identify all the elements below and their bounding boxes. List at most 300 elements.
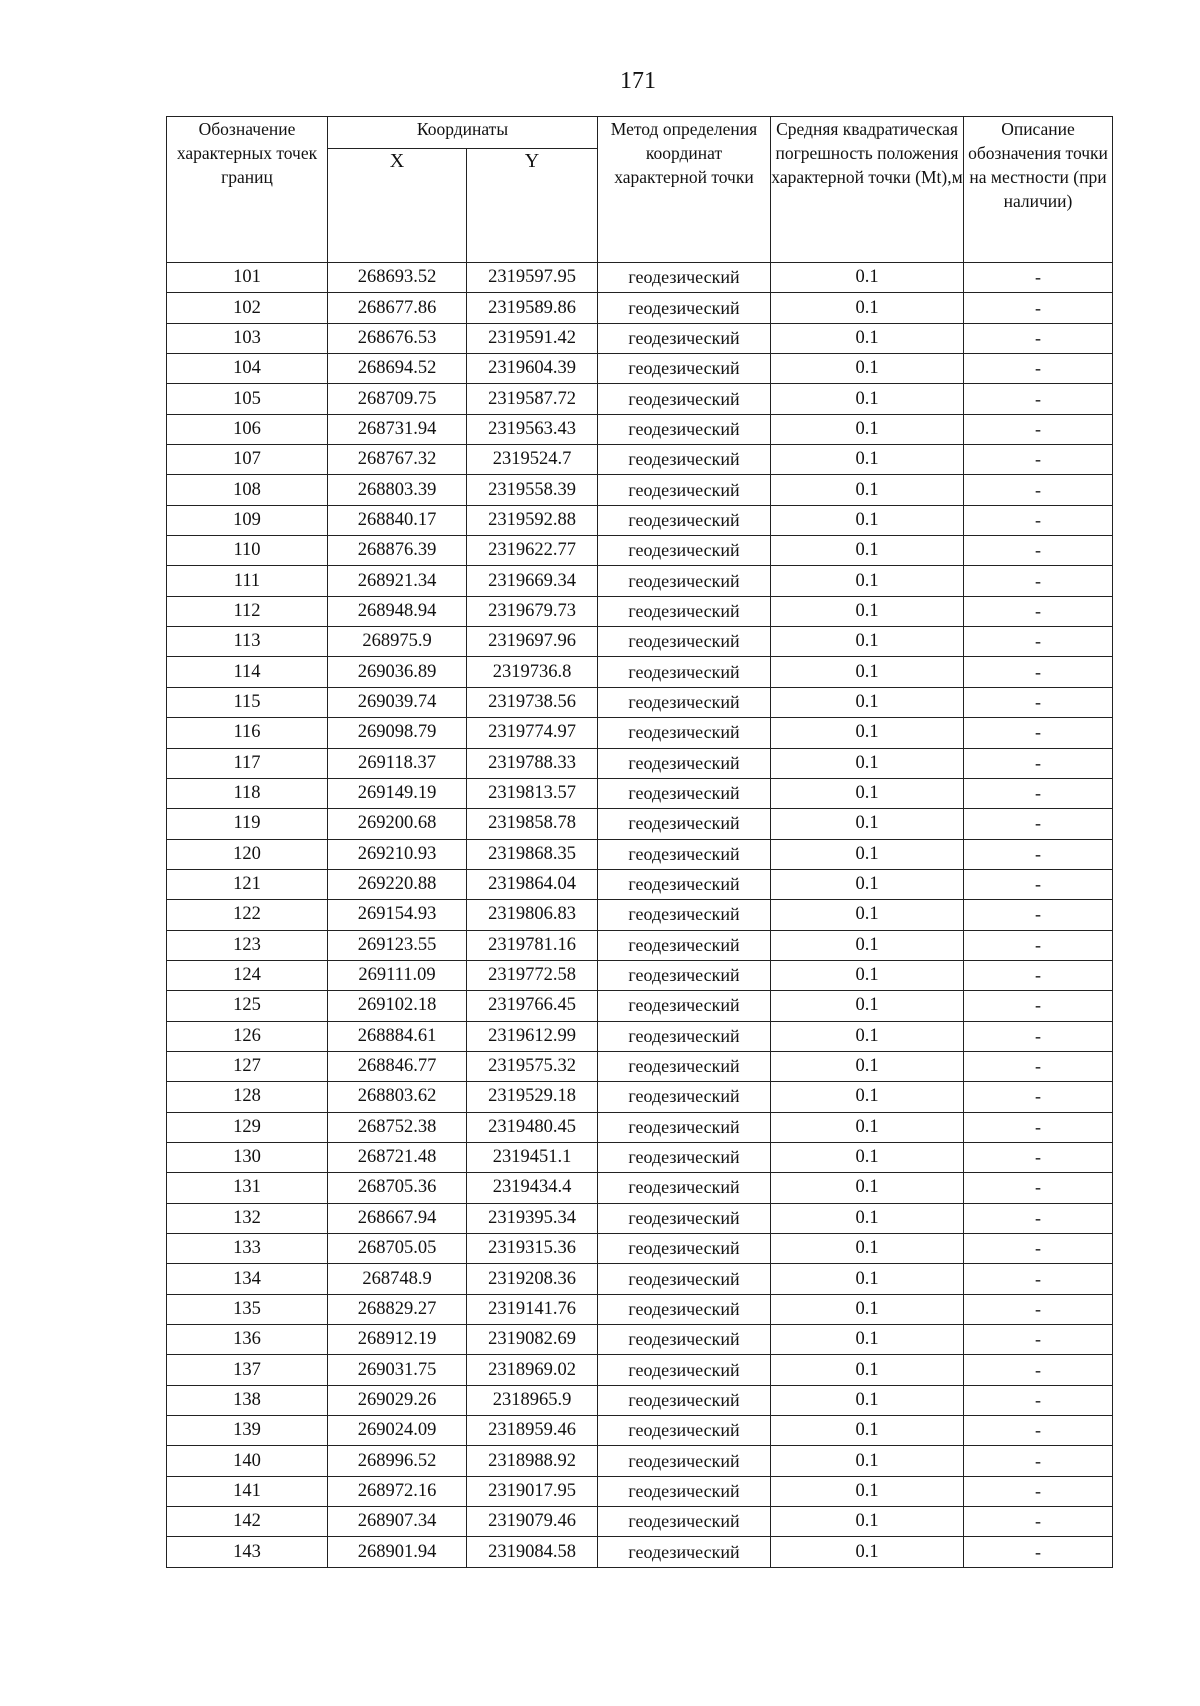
point-id-cell: 108 — [167, 475, 328, 505]
accuracy-cell: 0.1 — [771, 1051, 964, 1081]
description-cell: - — [964, 748, 1113, 778]
accuracy-cell: 0.1 — [771, 1325, 964, 1355]
table-row — [167, 1537, 1113, 1567]
method-cell: геодезический — [598, 1446, 771, 1476]
description-cell: - — [964, 657, 1113, 687]
x-coordinate-cell: 268921.34 — [328, 566, 467, 596]
x-coordinate-cell: 269210.93 — [328, 839, 467, 869]
description-cell: - — [964, 1325, 1113, 1355]
description-cell: - — [964, 1021, 1113, 1051]
point-id-cell: 129 — [167, 1112, 328, 1142]
x-coordinate-cell: 269111.09 — [328, 960, 467, 990]
x-coordinate-cell: 268667.94 — [328, 1203, 467, 1233]
point-id-cell: 127 — [167, 1051, 328, 1081]
accuracy-cell: 0.1 — [771, 414, 964, 444]
y-coordinate-cell: 2319079.46 — [467, 1507, 598, 1537]
accuracy-cell: 0.1 — [771, 354, 964, 384]
point-id-cell: 138 — [167, 1385, 328, 1415]
description-cell: - — [964, 596, 1113, 626]
method-cell: геодезический — [598, 718, 771, 748]
header-method: Метод определения координат характерной точки — [598, 117, 771, 263]
table-row — [167, 900, 1113, 930]
x-coordinate-cell: 268767.32 — [328, 445, 467, 475]
method-cell: геодезический — [598, 1234, 771, 1264]
y-coordinate-cell: 2319669.34 — [467, 566, 598, 596]
y-coordinate-cell: 2319451.1 — [467, 1142, 598, 1172]
table-row — [167, 323, 1113, 353]
table-row — [167, 778, 1113, 808]
y-coordinate-cell: 2319697.96 — [467, 627, 598, 657]
x-coordinate-cell: 268721.48 — [328, 1142, 467, 1172]
accuracy-cell: 0.1 — [771, 536, 964, 566]
accuracy-cell: 0.1 — [771, 687, 964, 717]
x-coordinate-cell: 269098.79 — [328, 718, 467, 748]
table-row — [167, 718, 1113, 748]
table-row — [167, 1294, 1113, 1324]
accuracy-cell: 0.1 — [771, 566, 964, 596]
x-coordinate-cell: 269200.68 — [328, 809, 467, 839]
table-row — [167, 475, 1113, 505]
x-coordinate-cell: 269024.09 — [328, 1416, 467, 1446]
point-id-cell: 112 — [167, 596, 328, 626]
method-cell: геодезический — [598, 748, 771, 778]
accuracy-cell: 0.1 — [771, 1507, 964, 1537]
method-cell: геодезический — [598, 960, 771, 990]
table-row — [167, 839, 1113, 869]
y-coordinate-cell: 2319084.58 — [467, 1537, 598, 1567]
x-coordinate-cell: 268676.53 — [328, 323, 467, 353]
description-cell: - — [964, 1203, 1113, 1233]
method-cell: геодезический — [598, 1142, 771, 1172]
method-cell: геодезический — [598, 1416, 771, 1446]
method-cell: геодезический — [598, 566, 771, 596]
x-coordinate-cell: 268975.9 — [328, 627, 467, 657]
point-id-cell: 137 — [167, 1355, 328, 1385]
x-coordinate-cell: 268803.62 — [328, 1082, 467, 1112]
accuracy-cell: 0.1 — [771, 1203, 964, 1233]
x-coordinate-cell: 268748.9 — [328, 1264, 467, 1294]
point-id-cell: 140 — [167, 1446, 328, 1476]
method-cell: геодезический — [598, 1264, 771, 1294]
accuracy-cell: 0.1 — [771, 263, 964, 293]
method-cell: геодезический — [598, 930, 771, 960]
description-cell: - — [964, 1082, 1113, 1112]
table-row — [167, 505, 1113, 535]
y-coordinate-cell: 2319868.35 — [467, 839, 598, 869]
description-cell: - — [964, 809, 1113, 839]
x-coordinate-cell: 268731.94 — [328, 414, 467, 444]
header-point-designation: Обозначение характерных точек границ — [167, 117, 328, 263]
point-id-cell: 133 — [167, 1234, 328, 1264]
point-id-cell: 124 — [167, 960, 328, 990]
table-row — [167, 1507, 1113, 1537]
point-id-cell: 125 — [167, 991, 328, 1021]
y-coordinate-cell: 2319766.45 — [467, 991, 598, 1021]
y-coordinate-cell: 2318988.92 — [467, 1446, 598, 1476]
table-row — [167, 1203, 1113, 1233]
header-accuracy: Средняя квадратическая погрешность положения характерной точки (Mt),м — [771, 117, 964, 263]
method-cell: геодезический — [598, 687, 771, 717]
accuracy-cell: 0.1 — [771, 1537, 964, 1567]
description-cell: - — [964, 869, 1113, 899]
table-row — [167, 657, 1113, 687]
y-coordinate-cell: 2319736.8 — [467, 657, 598, 687]
y-coordinate-cell: 2319781.16 — [467, 930, 598, 960]
table-row — [167, 991, 1113, 1021]
point-id-cell: 126 — [167, 1021, 328, 1051]
description-cell: - — [964, 839, 1113, 869]
accuracy-cell: 0.1 — [771, 900, 964, 930]
y-coordinate-cell: 2319589.86 — [467, 293, 598, 323]
table-row — [167, 566, 1113, 596]
description-cell: - — [964, 687, 1113, 717]
y-coordinate-cell: 2319591.42 — [467, 323, 598, 353]
table-row — [167, 687, 1113, 717]
description-cell: - — [964, 1173, 1113, 1203]
x-coordinate-cell: 269220.88 — [328, 869, 467, 899]
table-row — [167, 1355, 1113, 1385]
method-cell: геодезический — [598, 475, 771, 505]
point-id-cell: 114 — [167, 657, 328, 687]
point-id-cell: 115 — [167, 687, 328, 717]
x-coordinate-cell: 268693.52 — [328, 263, 467, 293]
method-cell: геодезический — [598, 869, 771, 899]
method-cell: геодезический — [598, 900, 771, 930]
description-cell: - — [964, 566, 1113, 596]
x-coordinate-cell: 269102.18 — [328, 991, 467, 1021]
accuracy-cell: 0.1 — [771, 778, 964, 808]
description-cell: - — [964, 505, 1113, 535]
description-cell: - — [964, 1294, 1113, 1324]
table-row — [167, 930, 1113, 960]
point-id-cell: 101 — [167, 263, 328, 293]
method-cell: геодезический — [598, 1537, 771, 1567]
method-cell: геодезический — [598, 839, 771, 869]
x-coordinate-cell: 268948.94 — [328, 596, 467, 626]
point-id-cell: 119 — [167, 809, 328, 839]
table-row — [167, 596, 1113, 626]
x-coordinate-cell: 269039.74 — [328, 687, 467, 717]
y-coordinate-cell: 2319208.36 — [467, 1264, 598, 1294]
accuracy-cell: 0.1 — [771, 960, 964, 990]
description-cell: - — [964, 293, 1113, 323]
accuracy-cell: 0.1 — [771, 1234, 964, 1264]
method-cell: геодезический — [598, 293, 771, 323]
x-coordinate-cell: 268709.75 — [328, 384, 467, 414]
method-cell: геодезический — [598, 536, 771, 566]
table-row — [167, 1416, 1113, 1446]
accuracy-cell: 0.1 — [771, 293, 964, 323]
method-cell: геодезический — [598, 657, 771, 687]
accuracy-cell: 0.1 — [771, 1021, 964, 1051]
table-row — [167, 1082, 1113, 1112]
method-cell: геодезический — [598, 1173, 771, 1203]
y-coordinate-cell: 2319141.76 — [467, 1294, 598, 1324]
point-id-cell: 141 — [167, 1476, 328, 1506]
method-cell: геодезический — [598, 778, 771, 808]
method-cell: геодезический — [598, 809, 771, 839]
header-x: X — [328, 149, 467, 263]
y-coordinate-cell: 2319813.57 — [467, 778, 598, 808]
y-coordinate-cell: 2319604.39 — [467, 354, 598, 384]
point-id-cell: 103 — [167, 323, 328, 353]
point-id-cell: 143 — [167, 1537, 328, 1567]
table-row — [167, 414, 1113, 444]
description-cell: - — [964, 1264, 1113, 1294]
accuracy-cell: 0.1 — [771, 475, 964, 505]
table-row — [167, 263, 1113, 293]
description-cell: - — [964, 536, 1113, 566]
method-cell: геодезический — [598, 991, 771, 1021]
description-cell: - — [964, 1234, 1113, 1264]
table-row — [167, 384, 1113, 414]
method-cell: геодезический — [598, 627, 771, 657]
accuracy-cell: 0.1 — [771, 384, 964, 414]
description-cell: - — [964, 1537, 1113, 1567]
method-cell: геодезический — [598, 1203, 771, 1233]
y-coordinate-cell: 2319558.39 — [467, 475, 598, 505]
y-coordinate-cell: 2319395.34 — [467, 1203, 598, 1233]
description-cell: - — [964, 263, 1113, 293]
table-row — [167, 809, 1113, 839]
y-coordinate-cell: 2319806.83 — [467, 900, 598, 930]
description-cell: - — [964, 1385, 1113, 1415]
method-cell: геодезический — [598, 1294, 771, 1324]
table-row — [167, 354, 1113, 384]
table-row — [167, 1476, 1113, 1506]
y-coordinate-cell: 2319524.7 — [467, 445, 598, 475]
description-cell: - — [964, 1507, 1113, 1537]
description-cell: - — [964, 1112, 1113, 1142]
description-cell: - — [964, 1446, 1113, 1476]
x-coordinate-cell: 268912.19 — [328, 1325, 467, 1355]
description-cell: - — [964, 718, 1113, 748]
method-cell: геодезический — [598, 1112, 771, 1142]
y-coordinate-cell: 2319774.97 — [467, 718, 598, 748]
description-cell: - — [964, 1416, 1113, 1446]
point-id-cell: 142 — [167, 1507, 328, 1537]
method-cell: геодезический — [598, 1385, 771, 1415]
method-cell: геодезический — [598, 354, 771, 384]
description-cell: - — [964, 1476, 1113, 1506]
description-cell: - — [964, 627, 1113, 657]
point-id-cell: 106 — [167, 414, 328, 444]
y-coordinate-cell: 2319858.78 — [467, 809, 598, 839]
point-id-cell: 110 — [167, 536, 328, 566]
method-cell: геодезический — [598, 1476, 771, 1506]
description-cell: - — [964, 445, 1113, 475]
table-row — [167, 627, 1113, 657]
description-cell: - — [964, 930, 1113, 960]
y-coordinate-cell: 2319679.73 — [467, 596, 598, 626]
x-coordinate-cell: 268705.05 — [328, 1234, 467, 1264]
point-id-cell: 121 — [167, 869, 328, 899]
accuracy-cell: 0.1 — [771, 657, 964, 687]
accuracy-cell: 0.1 — [771, 1142, 964, 1172]
table-row — [167, 1325, 1113, 1355]
x-coordinate-cell: 268996.52 — [328, 1446, 467, 1476]
accuracy-cell: 0.1 — [771, 323, 964, 353]
header-coordinates: Координаты — [328, 117, 598, 149]
y-coordinate-cell: 2319622.77 — [467, 536, 598, 566]
point-id-cell: 136 — [167, 1325, 328, 1355]
description-cell: - — [964, 960, 1113, 990]
table-row — [167, 445, 1113, 475]
method-cell: геодезический — [598, 1051, 771, 1081]
y-coordinate-cell: 2319788.33 — [467, 748, 598, 778]
x-coordinate-cell: 269123.55 — [328, 930, 467, 960]
y-coordinate-cell: 2319864.04 — [467, 869, 598, 899]
point-id-cell: 102 — [167, 293, 328, 323]
coordinates-table — [166, 116, 1113, 1568]
table-row — [167, 1385, 1113, 1415]
y-coordinate-cell: 2319434.4 — [467, 1173, 598, 1203]
method-cell: геодезический — [598, 445, 771, 475]
accuracy-cell: 0.1 — [771, 839, 964, 869]
accuracy-cell: 0.1 — [771, 1294, 964, 1324]
x-coordinate-cell: 268829.27 — [328, 1294, 467, 1324]
description-cell: - — [964, 414, 1113, 444]
point-id-cell: 120 — [167, 839, 328, 869]
x-coordinate-cell: 269029.26 — [328, 1385, 467, 1415]
x-coordinate-cell: 268901.94 — [328, 1537, 467, 1567]
accuracy-cell: 0.1 — [771, 1112, 964, 1142]
point-id-cell: 117 — [167, 748, 328, 778]
point-id-cell: 104 — [167, 354, 328, 384]
description-cell: - — [964, 900, 1113, 930]
table-row — [167, 960, 1113, 990]
x-coordinate-cell: 268876.39 — [328, 536, 467, 566]
accuracy-cell: 0.1 — [771, 991, 964, 1021]
description-cell: - — [964, 1142, 1113, 1172]
point-id-cell: 107 — [167, 445, 328, 475]
table-row — [167, 1446, 1113, 1476]
y-coordinate-cell: 2319587.72 — [467, 384, 598, 414]
point-id-cell: 134 — [167, 1264, 328, 1294]
y-coordinate-cell: 2319563.43 — [467, 414, 598, 444]
table-header-row — [167, 117, 1113, 149]
y-coordinate-cell: 2319612.99 — [467, 1021, 598, 1051]
method-cell: геодезический — [598, 1082, 771, 1112]
header-y: Y — [467, 149, 598, 263]
table-row — [167, 536, 1113, 566]
table-row — [167, 1051, 1113, 1081]
x-coordinate-cell: 269118.37 — [328, 748, 467, 778]
x-coordinate-cell: 269031.75 — [328, 1355, 467, 1385]
point-id-cell: 131 — [167, 1173, 328, 1203]
description-cell: - — [964, 778, 1113, 808]
x-coordinate-cell: 268972.16 — [328, 1476, 467, 1506]
table-row — [167, 1264, 1113, 1294]
description-cell: - — [964, 475, 1113, 505]
y-coordinate-cell: 2319082.69 — [467, 1325, 598, 1355]
y-coordinate-cell: 2319315.36 — [467, 1234, 598, 1264]
table-row — [167, 869, 1113, 899]
y-coordinate-cell: 2319772.58 — [467, 960, 598, 990]
x-coordinate-cell: 268677.86 — [328, 293, 467, 323]
y-coordinate-cell: 2319738.56 — [467, 687, 598, 717]
point-id-cell: 139 — [167, 1416, 328, 1446]
table-row — [167, 293, 1113, 323]
description-cell: - — [964, 323, 1113, 353]
table-row — [167, 1142, 1113, 1172]
table-row — [167, 1112, 1113, 1142]
description-cell: - — [964, 354, 1113, 384]
x-coordinate-cell: 269036.89 — [328, 657, 467, 687]
table-row — [167, 1021, 1113, 1051]
method-cell: геодезический — [598, 414, 771, 444]
y-coordinate-cell: 2318965.9 — [467, 1385, 598, 1415]
method-cell: геодезический — [598, 505, 771, 535]
accuracy-cell: 0.1 — [771, 748, 964, 778]
accuracy-cell: 0.1 — [771, 1446, 964, 1476]
point-id-cell: 130 — [167, 1142, 328, 1172]
point-id-cell: 116 — [167, 718, 328, 748]
point-id-cell: 113 — [167, 627, 328, 657]
header-description: Описание обозначения точки на местности (при наличии) — [964, 117, 1113, 263]
accuracy-cell: 0.1 — [771, 1173, 964, 1203]
x-coordinate-cell: 268907.34 — [328, 1507, 467, 1537]
accuracy-cell: 0.1 — [771, 930, 964, 960]
x-coordinate-cell: 269154.93 — [328, 900, 467, 930]
accuracy-cell: 0.1 — [771, 1476, 964, 1506]
point-id-cell: 128 — [167, 1082, 328, 1112]
x-coordinate-cell: 268694.52 — [328, 354, 467, 384]
method-cell: геодезический — [598, 1325, 771, 1355]
method-cell: геодезический — [598, 1355, 771, 1385]
x-coordinate-cell: 268803.39 — [328, 475, 467, 505]
method-cell: геодезический — [598, 323, 771, 353]
point-id-cell: 118 — [167, 778, 328, 808]
method-cell: геодезический — [598, 263, 771, 293]
y-coordinate-cell: 2319597.95 — [467, 263, 598, 293]
table-row — [167, 1234, 1113, 1264]
y-coordinate-cell: 2319592.88 — [467, 505, 598, 535]
method-cell: геодезический — [598, 1021, 771, 1051]
point-id-cell: 122 — [167, 900, 328, 930]
description-cell: - — [964, 991, 1113, 1021]
x-coordinate-cell: 269149.19 — [328, 778, 467, 808]
point-id-cell: 109 — [167, 505, 328, 535]
y-coordinate-cell: 2319017.95 — [467, 1476, 598, 1506]
point-id-cell: 123 — [167, 930, 328, 960]
table-row — [167, 748, 1113, 778]
point-id-cell: 135 — [167, 1294, 328, 1324]
x-coordinate-cell: 268846.77 — [328, 1051, 467, 1081]
table-row — [167, 1173, 1113, 1203]
x-coordinate-cell: 268752.38 — [328, 1112, 467, 1142]
accuracy-cell: 0.1 — [771, 869, 964, 899]
point-id-cell: 105 — [167, 384, 328, 414]
accuracy-cell: 0.1 — [771, 1416, 964, 1446]
method-cell: геодезический — [598, 1507, 771, 1537]
y-coordinate-cell: 2318969.02 — [467, 1355, 598, 1385]
y-coordinate-cell: 2318959.46 — [467, 1416, 598, 1446]
accuracy-cell: 0.1 — [771, 1264, 964, 1294]
x-coordinate-cell: 268840.17 — [328, 505, 467, 535]
method-cell: геодезический — [598, 596, 771, 626]
accuracy-cell: 0.1 — [771, 809, 964, 839]
accuracy-cell: 0.1 — [771, 1385, 964, 1415]
y-coordinate-cell: 2319529.18 — [467, 1082, 598, 1112]
accuracy-cell: 0.1 — [771, 596, 964, 626]
description-cell: - — [964, 384, 1113, 414]
point-id-cell: 111 — [167, 566, 328, 596]
table-body — [167, 263, 1113, 1568]
y-coordinate-cell: 2319575.32 — [467, 1051, 598, 1081]
x-coordinate-cell: 268884.61 — [328, 1021, 467, 1051]
method-cell: геодезический — [598, 384, 771, 414]
